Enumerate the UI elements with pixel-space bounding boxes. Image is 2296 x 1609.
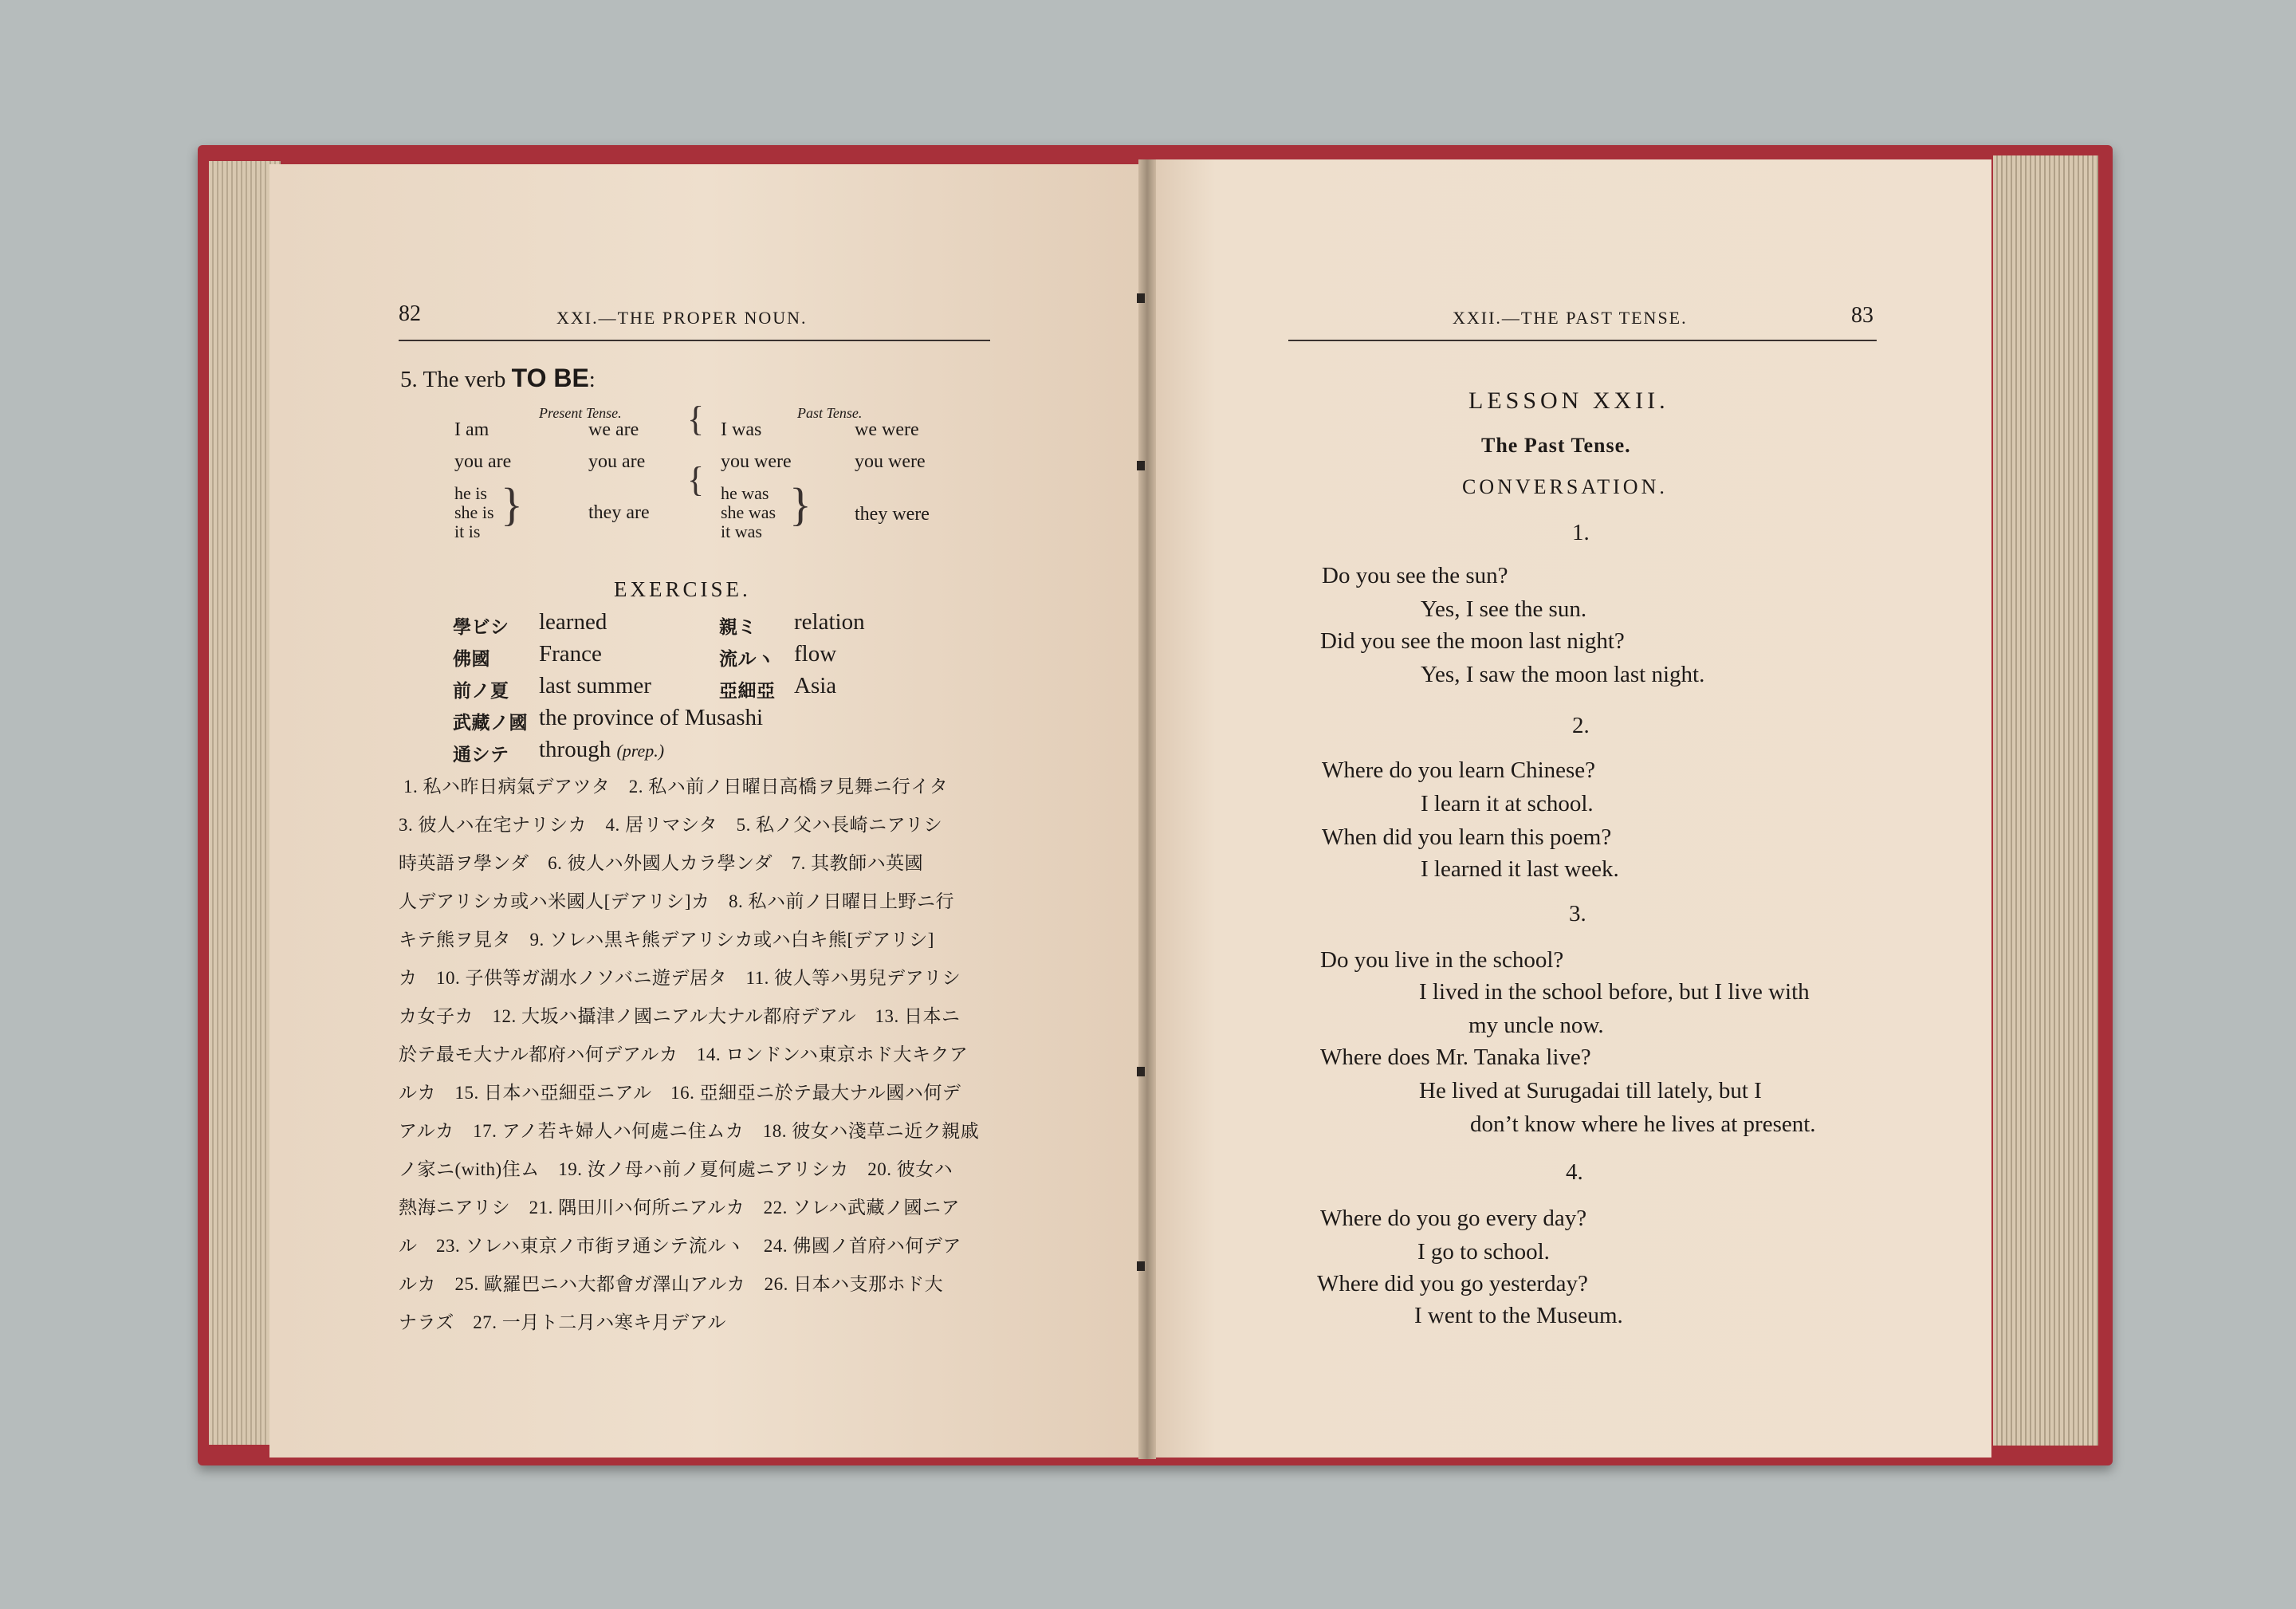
- past-tense-label: Past Tense.: [797, 405, 863, 421]
- header-rule: [1288, 340, 1877, 341]
- vocab-jp: 學ビシ: [453, 617, 509, 637]
- conjugation-cell: she was: [721, 502, 776, 522]
- running-head: XXI.—THE PROPER NOUN.: [556, 308, 808, 328]
- vocab-en: flow: [794, 641, 837, 667]
- exercise-line: ルカ 25. 歐羅巴ニハ大都會ガ澤山アルカ 26. 日本ハ支那ホド大: [399, 1274, 944, 1294]
- exercise-line: カ 10. 子供等ガ湖水ノソバニ遊デ居タ 11. 彼人等ハ男兒デアリシ: [399, 968, 961, 988]
- conversation-line: I lived in the school before, but I live with: [1419, 979, 1810, 1005]
- conjugation-cell: we were: [855, 419, 919, 440]
- vocab-jp: 通シテ: [453, 745, 509, 765]
- conversation-line: Do you live in the school?: [1320, 947, 1564, 973]
- conversation-line: When did you learn this poem?: [1322, 824, 1612, 850]
- section-number: 4.: [1566, 1159, 1583, 1185]
- conversation-line: Where do you go every day?: [1320, 1206, 1587, 1231]
- page-edges-right: [1993, 155, 2098, 1446]
- vocab-en: Asia: [794, 673, 837, 698]
- conversation-line: my uncle now.: [1468, 1013, 1604, 1038]
- lesson-title: LESSON XXII.: [1468, 387, 1669, 414]
- divider-brace-icon: {: [687, 460, 705, 499]
- vocab-en: last summer: [539, 673, 651, 698]
- exercise-line: 3. 彼人ハ在宅ナリシカ 4. 居リマシタ 5. 私ノ父ハ長崎ニアリシ: [399, 815, 943, 835]
- conversation-line: Do you see the sun?: [1322, 563, 1508, 588]
- conversation-line: I learned it last week.: [1421, 856, 1619, 882]
- conjugation-cell: I am: [454, 419, 489, 440]
- brace-icon: }: [789, 478, 812, 530]
- conjugation-cell: she is: [454, 502, 494, 522]
- vocab-jp: 親ミ: [719, 617, 757, 637]
- conjugation-cell: you are: [454, 451, 512, 472]
- conversation-line: He lived at Surugadai till lately, but I: [1419, 1078, 1762, 1103]
- binding-stitch: [1137, 1067, 1145, 1076]
- conversation-line: don’t know where he lives at present.: [1470, 1111, 1816, 1137]
- vocab-jp: 佛國: [453, 649, 490, 669]
- vocab-en: relation: [794, 609, 865, 635]
- vocab-en: through (prep.): [539, 737, 665, 762]
- exercise-line: ルカ 15. 日本ハ亞細亞ニアル 16. 亞細亞ニ於テ最大ナル國ハ何デ: [399, 1083, 961, 1103]
- vocab-jp: 流ルヽ: [719, 649, 776, 669]
- conjugation-cell: it was: [721, 521, 762, 541]
- conversation-line: Yes, I saw the moon last night.: [1421, 662, 1705, 687]
- vocab-en: the province of Musashi: [539, 705, 764, 730]
- conversation-line: I go to school.: [1417, 1239, 1550, 1265]
- exercise-line: 時英語ヲ學ンダ 6. 彼人ハ外國人カラ學ンダ 7. 其教師ハ英國: [399, 853, 924, 873]
- exercise-line: ノ家ニ(with)住ム 19. 汝ノ母ハ前ノ夏何處ニアリシカ 20. 彼女ハ: [399, 1159, 953, 1179]
- binding-stitch: [1137, 1261, 1145, 1271]
- vocab-jp: 前ノ夏: [453, 681, 509, 701]
- exercise-line: 人デアリシカ或ハ米國人[デアリシ]カ 8. 私ハ前ノ日曜日上野ニ行: [399, 891, 954, 911]
- conjugation-cell: it is: [454, 521, 481, 541]
- brace-icon: }: [501, 478, 523, 530]
- conversation-line: I went to the Museum.: [1414, 1303, 1623, 1328]
- conversation-line: Where do you learn Chinese?: [1322, 757, 1596, 783]
- conversation-line: Yes, I see the sun.: [1421, 596, 1587, 622]
- binding-stitch: [1137, 293, 1145, 303]
- header-rule: [399, 340, 990, 341]
- exercise-line: アルカ 17. アノ若キ婦人ハ何處ニ住ムカ 18. 彼女ハ淺草ニ近ク親戚: [399, 1121, 980, 1141]
- binding-stitch: [1137, 461, 1145, 470]
- conjugation-cell: you are: [588, 451, 646, 472]
- vocab-jp: 武藏ノ國: [453, 713, 528, 733]
- conversation-line: Where did you go yesterday?: [1317, 1271, 1588, 1296]
- section-number: 2.: [1572, 713, 1590, 738]
- page-number: 82: [399, 301, 421, 326]
- vocab-en: learned: [539, 609, 607, 635]
- exercise-line: ナラズ 27. 一月ト二月ハ寒キ月デアル: [399, 1312, 726, 1332]
- section-number: 1.: [1572, 520, 1590, 545]
- conjugation-cell: I was: [721, 419, 762, 440]
- exercise-line: 於テ最モ大ナル都府ハ何デアルカ 14. ロンドンハ東京ホド大キクア: [399, 1044, 969, 1064]
- conversation-title: CONVERSATION.: [1462, 475, 1668, 498]
- conjugation-cell: we are: [588, 419, 639, 440]
- exercise-line: 熱海ニアリシ 21. 隅田川ハ何所ニアルカ 22. ソレハ武藏ノ國ニア: [399, 1198, 961, 1218]
- conjugation-cell: you were: [721, 451, 792, 472]
- conjugation-cell: they were: [855, 504, 930, 525]
- section-number: 3.: [1569, 901, 1586, 926]
- conversation-line: I learn it at school.: [1421, 791, 1594, 816]
- vocab-en: France: [539, 641, 602, 667]
- exercise-title: EXERCISE.: [614, 577, 751, 601]
- divider-brace-icon: {: [687, 399, 705, 439]
- running-head: XXII.—THE PAST TENSE.: [1453, 308, 1688, 328]
- conjugation-cell: you were: [855, 451, 926, 472]
- page-number: 83: [1851, 303, 1873, 328]
- conjugation-cell: he was: [721, 483, 769, 503]
- section-heading: 5. The verb TO BE:: [400, 364, 596, 392]
- present-tense-label: Present Tense.: [539, 405, 622, 421]
- conversation-line: Where does Mr. Tanaka live?: [1320, 1044, 1591, 1070]
- exercise-line: 1. 私ハ昨日病氣デアツタ 2. 私ハ前ノ日曜日高橋ヲ見舞ニ行イタ: [403, 777, 949, 797]
- conversation-line: Did you see the moon last night?: [1320, 628, 1625, 654]
- conjugation-cell: he is: [454, 483, 487, 503]
- vocab-jp: 亞細亞: [719, 681, 776, 701]
- exercise-line: キテ熊ヲ見タ 9. ソレハ黒キ熊デアリシカ或ハ白キ熊[デアリシ]: [399, 930, 934, 950]
- exercise-line: カ女子カ 12. 大坂ハ攝津ノ國ニアル大ナル都府デアル 13. 日本ニ: [399, 1006, 961, 1026]
- lesson-subtitle: The Past Tense.: [1481, 434, 1631, 457]
- conjugation-cell: they are: [588, 502, 650, 523]
- exercise-line: ル 23. ソレハ東京ノ市街ヲ通シテ流ルヽ 24. 佛國ノ首府ハ何デア: [399, 1236, 961, 1256]
